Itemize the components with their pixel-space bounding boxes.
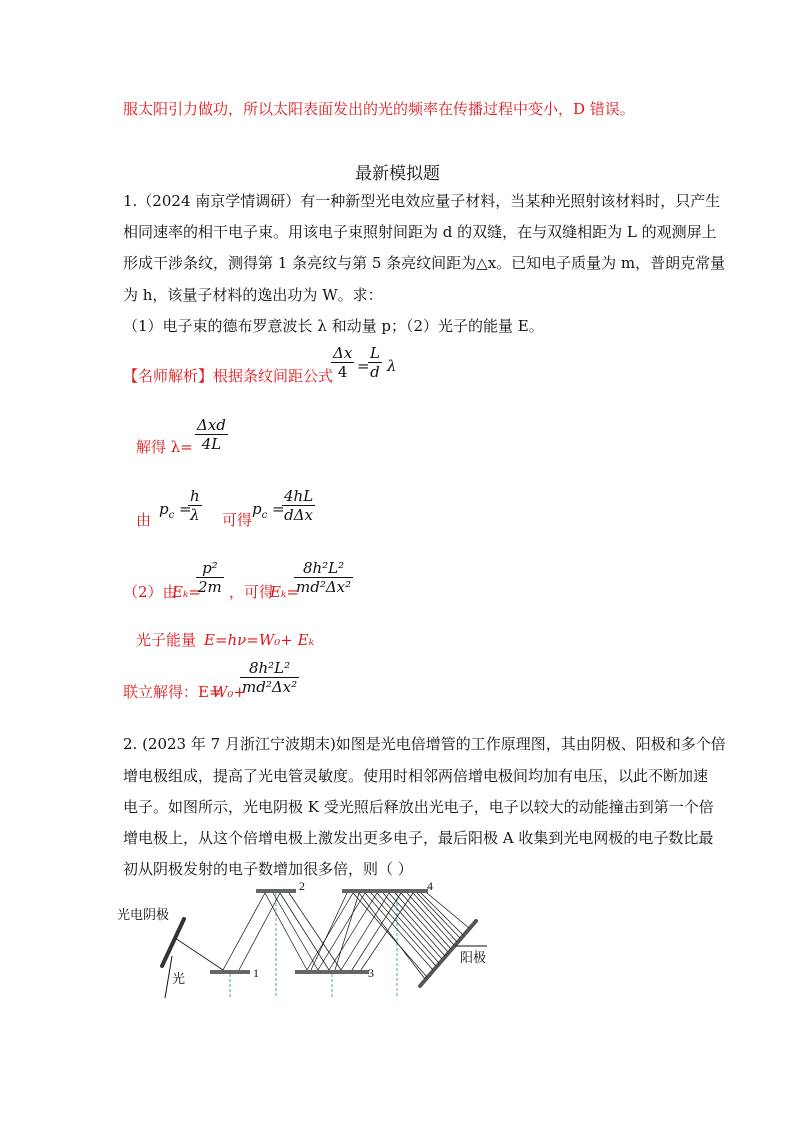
get-label: 可得 xyxy=(222,511,253,529)
dynode-4-label: 4 xyxy=(427,880,433,893)
combined-label: 联立解得：E= xyxy=(123,683,222,701)
light-ray xyxy=(165,956,172,998)
q2-line-3: 电子。如图所示，光电阴极 K 受光照后释放出光电子，电子以较大的动能撞击到第一个倍 xyxy=(123,798,714,816)
q2-line-4: 增电极上，从这个倍增电极上激发出更多电子，最后阳极 A 收集到光电网极的电子数比最 xyxy=(123,829,714,847)
part2-ek2-label: Eₖ= xyxy=(270,583,299,601)
formula-lambda-result: Δxd 4L xyxy=(197,416,226,453)
q1-line-4: 为 h，该量子材料的逸出功为 W。求： xyxy=(123,286,383,304)
dynode-3 xyxy=(295,970,369,974)
anode-label: 阳极 xyxy=(460,950,487,965)
part2-ek-label: Eₖ= xyxy=(172,583,201,601)
formula-pc-lhs: $p_c$ = xyxy=(159,500,192,521)
formula-ek-p: p² 2m xyxy=(198,559,222,596)
part2-prefix: （2）由 xyxy=(123,583,178,601)
formula-ek-result: 8h²L² md²Δx² xyxy=(296,559,352,596)
photon-energy-equation: E=hν=W₀+ Eₖ xyxy=(204,631,315,649)
formula-pc2-lhs: $p_c$ = xyxy=(252,500,285,521)
formula-equals: = xyxy=(357,357,370,375)
q1-line-3: 形成干涉条纹，测得第 1 条亮纹与第 5 条亮纹间距为△x。已知电子质量为 m，普朗克常量 xyxy=(123,254,726,272)
formula-fringe-spacing-rhs: L d xyxy=(370,344,380,381)
part2-mid: ，可得 xyxy=(229,583,275,601)
cathode-plate xyxy=(162,919,184,966)
formula-fringe-spacing-lhs: Δx 4 xyxy=(333,344,353,381)
dynode-4 xyxy=(342,889,428,893)
combined-w0: W₀+ xyxy=(212,683,246,701)
dynode-3-label: 3 xyxy=(368,966,374,980)
previous-answer-tail: 服太阳引力做功，所以太阳表面发出的光的频率在传播过程中变小，D 错误。 xyxy=(123,100,635,118)
formula-pc2-rhs: 4hL dΔx xyxy=(284,487,314,524)
cathode-label: 光电阴极 xyxy=(117,907,170,922)
dynode-1-label: 1 xyxy=(253,966,259,980)
q2-line-2: 增电极组成，提高了光电管灵敏度。使用时相邻两倍增电极间均加有电压，以此不断加速 xyxy=(123,767,709,785)
dynode-2 xyxy=(256,889,296,893)
formula-lambda: λ xyxy=(387,357,397,375)
section-title: 最新模拟题 xyxy=(355,164,440,184)
q1-line-5: （1）电子束的德布罗意波长 λ 和动量 p；（2）光子的能量 E。 xyxy=(123,317,544,335)
light-label: 光 xyxy=(172,971,186,986)
formula-pc-rhs: h λ xyxy=(190,487,200,524)
formula-final-energy: 8h²L² md²Δx² xyxy=(242,659,298,696)
q1-line-2: 相同速率的相干电子束。用该电子束照射间距为 d 的双缝，在与双缝相距为 L 的观测屏上 xyxy=(123,223,717,241)
solve-label: 解得 λ= xyxy=(136,438,193,456)
dynode-1 xyxy=(210,970,250,974)
q2-line-1: 2. (2023 年 7 月浙江宁波期末)如图是光电倍增管的工作原理图，其由阴极、阳极和多个倍 xyxy=(123,735,726,753)
dynode-2-label: 2 xyxy=(299,880,305,893)
q2-line-5: 初从阴极发射的电子数增加很多倍，则（ ） xyxy=(123,860,413,878)
by-label: 由 xyxy=(136,511,152,529)
q1-line-1: 1.（2024 南京学情调研）有一种新型光电效应量子材料，当某种光照射该材料时，只产生 xyxy=(123,192,721,210)
photomultiplier-diagram xyxy=(115,880,495,1000)
analysis-label: 【名师解析】根据条纹间距公式 xyxy=(123,367,334,385)
photon-energy-label: 光子能量 xyxy=(136,631,197,649)
